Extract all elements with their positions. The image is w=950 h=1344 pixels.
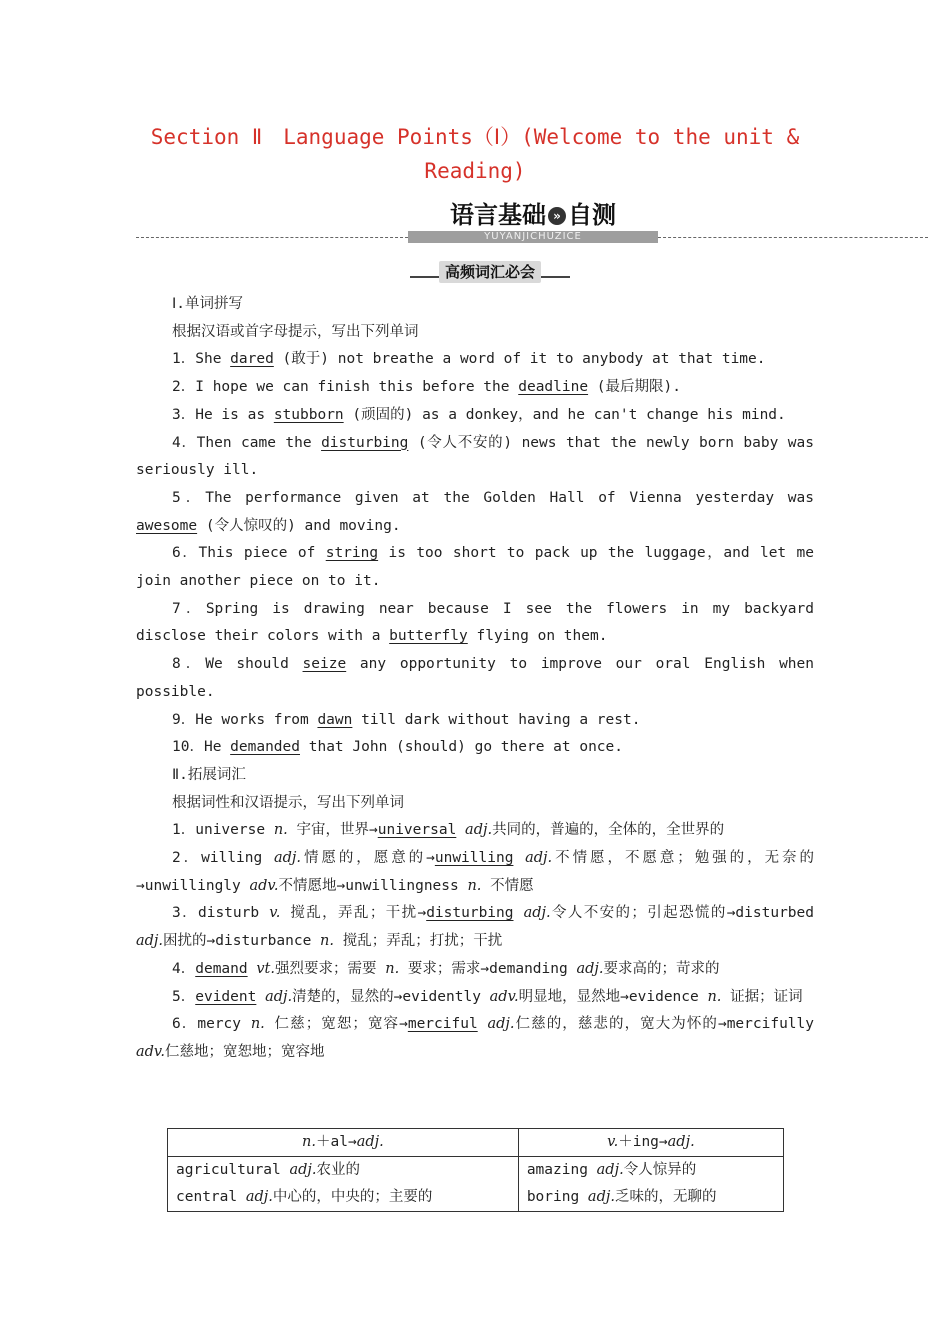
text-run: (最后期限). (588, 379, 681, 396)
text-run: 5． (172, 988, 196, 1005)
text-run: (令人不安的) news that the newly born baby was seriously ill. (136, 434, 814, 479)
part-of-speech: n. (385, 960, 400, 977)
part-of-speech: adj. (523, 905, 551, 922)
text-run: 乏味的，无聊的 (614, 1189, 717, 1205)
text-run: 不情愿地→unwillingness (278, 877, 468, 894)
section2-instruction: 根据词性和汉语提示，写出下列单词 (172, 794, 404, 811)
text-run: 8．We should (172, 656, 303, 673)
text-run: 4．Then came the (172, 434, 322, 451)
text-run: 1．universe (172, 822, 274, 839)
list-item (136, 1011, 814, 1066)
text-run: 令人不安的；引起恐慌的→disturbed (550, 905, 814, 922)
answer-word: stubborn (273, 406, 344, 423)
text-run: any opportunity to improve our oral English when possible. (136, 656, 814, 700)
text-run: 不情愿 (481, 877, 534, 894)
list-item (136, 956, 814, 984)
list-item (136, 845, 814, 900)
text-run: boring (526, 1189, 588, 1205)
text-run: 清楚的，显然的→evidently (292, 988, 490, 1005)
list-item (136, 402, 814, 430)
text-run: is too short to pack up the luggage，and let me join another piece on to it. (136, 545, 814, 590)
text-run: 令人惊异的 (623, 1162, 697, 1178)
answer-word: demand (195, 960, 248, 977)
text-run: agricultural (176, 1162, 290, 1178)
text-run: 9．He works from (172, 711, 318, 728)
part-of-speech: n. (250, 1016, 265, 1033)
page-title-line1: Section Ⅱ Language Points（Ⅰ）(Welcome to the unit & (150, 125, 800, 149)
section2-items (136, 817, 814, 1066)
text-run: 10．He (172, 739, 231, 756)
list-item (136, 596, 814, 651)
part-of-speech: adj. (245, 1189, 273, 1205)
text-run: 仁慈；宽恕；宽容→ (264, 1016, 408, 1033)
part-of-speech: n. (302, 1134, 316, 1150)
banner-dashed-rule-right (658, 237, 928, 238)
text-run (256, 989, 265, 1005)
text-run: (敢于) not breathe a word of it to anybody at that time. (273, 351, 766, 368)
text-run: flying on them. (467, 628, 608, 645)
exercise-content (136, 291, 814, 1067)
text-run: 搅乱，弄乱；干扰→ (280, 905, 427, 922)
text-run (478, 1016, 488, 1032)
text-run: 农业的 (316, 1162, 361, 1178)
list-item (136, 374, 814, 402)
text-run (514, 905, 524, 921)
part-of-speech: n. (273, 822, 288, 839)
list-item (136, 430, 814, 485)
text-run: 仁慈的，慈悲的，宽大为怀的→mercifully (514, 1016, 814, 1033)
text-run: 1．She (172, 351, 231, 368)
answer-word: disturbing (426, 905, 514, 922)
list-item (136, 707, 814, 735)
answer-word: merciful (407, 1016, 478, 1033)
text-run: 6．This piece of (172, 545, 326, 562)
answer-word: dared (230, 351, 274, 368)
text-run: 明显地，显然地→evidence (518, 988, 708, 1005)
part-of-speech: n. (707, 988, 722, 1005)
banner-heading-right: 自测 (568, 201, 616, 229)
part-of-speech: adj. (596, 1162, 624, 1178)
list-item (136, 540, 814, 595)
text-run: 宇宙，世界→ (287, 822, 378, 839)
table-header-cell (518, 1129, 783, 1157)
part-of-speech: adj. (289, 1162, 317, 1178)
list-item (136, 346, 814, 374)
text-run: 共同的，普遍的，全体的，全世界的 (492, 822, 725, 839)
text-run: 情愿的，愿意的→ (300, 850, 435, 867)
part-of-speech: adj. (273, 850, 301, 867)
part-of-speech: adj. (525, 850, 553, 867)
text-run: 证据；证词 (721, 988, 803, 1005)
answer-word: deadline (518, 379, 589, 396)
word-formation-table (167, 1128, 784, 1212)
part-of-speech: vt. (256, 960, 275, 977)
text-run: 4． (172, 960, 196, 977)
text-run: 仁慈地；宽恕地；宽容地 (165, 1043, 325, 1060)
part-of-speech: adj. (265, 988, 293, 1005)
answer-word: unwilling (434, 850, 514, 867)
table-header-cell (168, 1129, 519, 1157)
list-item (136, 984, 814, 1012)
answer-word: string (325, 545, 379, 562)
banner-pinyin-strip: YUYANJICHUZICE (408, 231, 658, 243)
text-run: central (176, 1189, 246, 1205)
sub-banner (410, 261, 570, 285)
table-cell-line (176, 1157, 510, 1184)
text-run: 6．mercy (172, 1016, 251, 1033)
text-run: 困扰的→disturbance (163, 933, 321, 950)
text-run: 2．willing (172, 850, 274, 867)
text-run: 2．I hope we can finish this before the (172, 379, 519, 396)
part-of-speech: n. (320, 933, 334, 950)
part-of-speech: adj. (487, 1016, 515, 1033)
answer-word: universal (377, 822, 457, 839)
text-run: amazing (526, 1162, 597, 1178)
text-run: till dark without having a rest. (352, 711, 641, 728)
part-of-speech: adv. (489, 988, 519, 1005)
page-title (136, 120, 814, 188)
answer-word: evident (195, 988, 257, 1005)
double-arrow-icon: » (548, 207, 566, 225)
text-run: 要求；需求→demanding (399, 960, 577, 977)
part-of-speech: adj. (136, 933, 164, 950)
table-cell (168, 1157, 519, 1212)
part-of-speech: adj. (667, 1134, 695, 1150)
section-banner (136, 200, 928, 244)
text-run: 中心的，中央的；主要的 (272, 1189, 433, 1205)
part-of-speech: adj. (356, 1134, 384, 1150)
answer-word: dawn (317, 711, 353, 728)
text-run: 3．He is as (172, 406, 274, 423)
answer-word: butterfly (389, 628, 468, 645)
text-run: 7．Spring is drawing near because I see the flowers in my backyard disclose their colors with a (136, 600, 814, 645)
table-cell (518, 1157, 783, 1212)
banner-heading-left: 语言基础 (450, 201, 546, 229)
text-run: (令人惊叹的) and moving. (197, 517, 401, 534)
part-of-speech: adv. (249, 877, 279, 894)
part-of-speech: adj. (576, 960, 604, 977)
table-cell-line (527, 1157, 775, 1184)
list-item (136, 817, 814, 845)
list-item (136, 651, 814, 706)
text-run: (顽固的) as a donkey，and he can't change his mind. (343, 406, 786, 423)
sub-banner-label: 高频词汇必会 (439, 261, 541, 283)
text-run: that John (should) go there at once. (300, 739, 624, 756)
page-title-line2: Reading) (424, 159, 526, 183)
section1-heading: Ⅰ.单词拼写 (172, 296, 244, 312)
section1-instruction: 根据汉语或首字母提示，写出下列单词 (172, 323, 419, 340)
table-cell-line (176, 1184, 510, 1211)
section1-items (136, 346, 814, 762)
text-run: 强烈要求；需要 (275, 960, 386, 977)
text-run: 5．The performance given at the Golden Hall of Vienna yesterday was (172, 489, 814, 506)
banner-heading (408, 200, 658, 230)
list-item (136, 734, 814, 762)
answer-word: demanded (230, 739, 300, 756)
table-row (168, 1157, 784, 1212)
answer-word: awesome (136, 517, 198, 534)
text-run: 3．disturb (172, 905, 270, 922)
answer-word: seize (302, 656, 347, 673)
text-run: 不情愿，不愿意；勉强的，无奈的→unwillingly (136, 850, 814, 894)
text-run: 要求高的；苛求的 (603, 960, 720, 977)
text-run: ＋ing→ (618, 1134, 668, 1150)
part-of-speech: adj. (587, 1189, 615, 1205)
text-run (513, 850, 525, 866)
part-of-speech: v. (607, 1134, 619, 1150)
text-run: 搅乱；弄乱；打扰；干扰 (334, 933, 503, 950)
text-run (456, 822, 465, 838)
part-of-speech: v. (269, 905, 281, 922)
banner-dashed-rule-left (136, 237, 408, 238)
section2-heading: Ⅱ.拓展词汇 (172, 766, 246, 783)
part-of-speech: adv. (136, 1043, 166, 1060)
part-of-speech: n. (467, 877, 482, 894)
list-item (136, 485, 814, 540)
text-run: ＋al→ (316, 1134, 357, 1150)
table-cell-line (527, 1184, 775, 1211)
table-header-row (168, 1129, 784, 1157)
answer-word: disturbing (321, 434, 409, 451)
list-item (136, 900, 814, 955)
part-of-speech: adj. (465, 822, 493, 839)
